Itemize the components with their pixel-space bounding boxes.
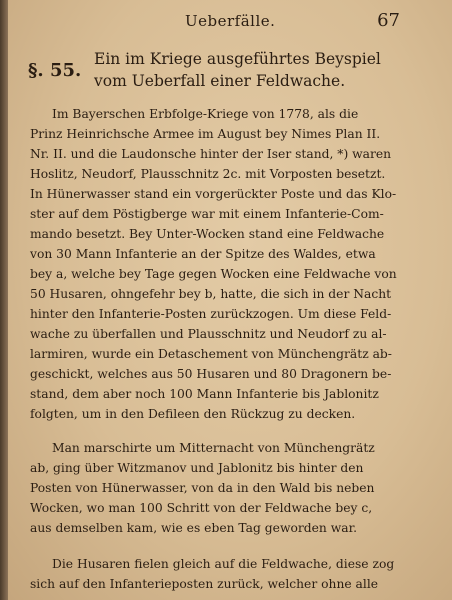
running-head-title: Ueberfälle. xyxy=(185,12,276,30)
body-line: mando besetzt. Bey Unter-Wocken stand eine Feldwache xyxy=(30,227,385,241)
body-line: Prinz Heinrichsche Armee im August bey Nimes Plan II. xyxy=(30,127,381,141)
running-head xyxy=(40,8,400,34)
section-number: §. 55. xyxy=(28,60,82,81)
page-number: 67 xyxy=(377,10,400,31)
body-line: larmiren, wurde ein Detaschement von Münchengrätz ab- xyxy=(30,347,392,361)
section-title-line-2: vom Ueberfall einer Feldwache. xyxy=(94,72,346,90)
body-line: bey a, welche bey Tage gegen Wocken eine Feldwache von xyxy=(30,267,397,281)
body-line: wache zu überfallen und Plausschnitz und Neudorf zu al- xyxy=(30,327,387,341)
body-line: Posten von Hünerwasser, von da in den Wald bis neben xyxy=(30,481,375,495)
body-line: Wocken, wo man 100 Schritt von der Feldwache bey c, xyxy=(30,501,373,515)
body-line: ster auf dem Pöstigberge war mit einem Infanterie-Com- xyxy=(30,207,384,221)
body-line: aus demselben kam, wie es eben Tag geworden war. xyxy=(30,521,358,535)
body-line: 50 Husaren, ohngefehr bey b, hatte, die sich in der Nacht xyxy=(30,287,392,301)
body-line: hinter den Infanterie-Posten zurückzogen. Um diese Feld- xyxy=(30,307,392,321)
body-line: Im Bayerschen Erbfolge-Kriege von 1778, als die xyxy=(52,107,359,121)
body-line: ab, ging über Witzmanov und Jablonitz bis hinter den xyxy=(30,461,364,475)
body-line: geschickt, welches aus 50 Husaren und 80 Dragonern be- xyxy=(30,367,392,381)
body-line: von 30 Mann Infanterie an der Spitze des Waldes, etwa xyxy=(30,247,376,261)
body-line: folgten, um in den Defileen den Rückzug zu decken. xyxy=(30,407,356,421)
section-title-line-1: Ein im Kriege ausgeführtes Beyspiel xyxy=(94,50,381,68)
body-line: Die Husaren fielen gleich auf die Feldwache, diese zog xyxy=(52,557,395,571)
body-line: sich auf den Infanterieposten zurück, welcher ohne alle xyxy=(30,577,379,591)
body-line: In Hünerwasser stand ein vorgerückter Poste und das Klo- xyxy=(30,187,397,201)
body-line: stand, dem aber noch 100 Mann Infanterie bis Jablonitz xyxy=(30,387,379,401)
body-line: Nr. II. und die Laudonsche hinter der Iser stand, *) waren xyxy=(30,147,392,161)
body-line: Man marschirte um Mitternacht von Münchengrätz xyxy=(52,441,375,455)
body-line: Hoslitz, Neudorf, Plausschnitz 2c. mit Vorposten besetzt. xyxy=(30,167,386,181)
page-gutter-shadow xyxy=(0,0,8,600)
